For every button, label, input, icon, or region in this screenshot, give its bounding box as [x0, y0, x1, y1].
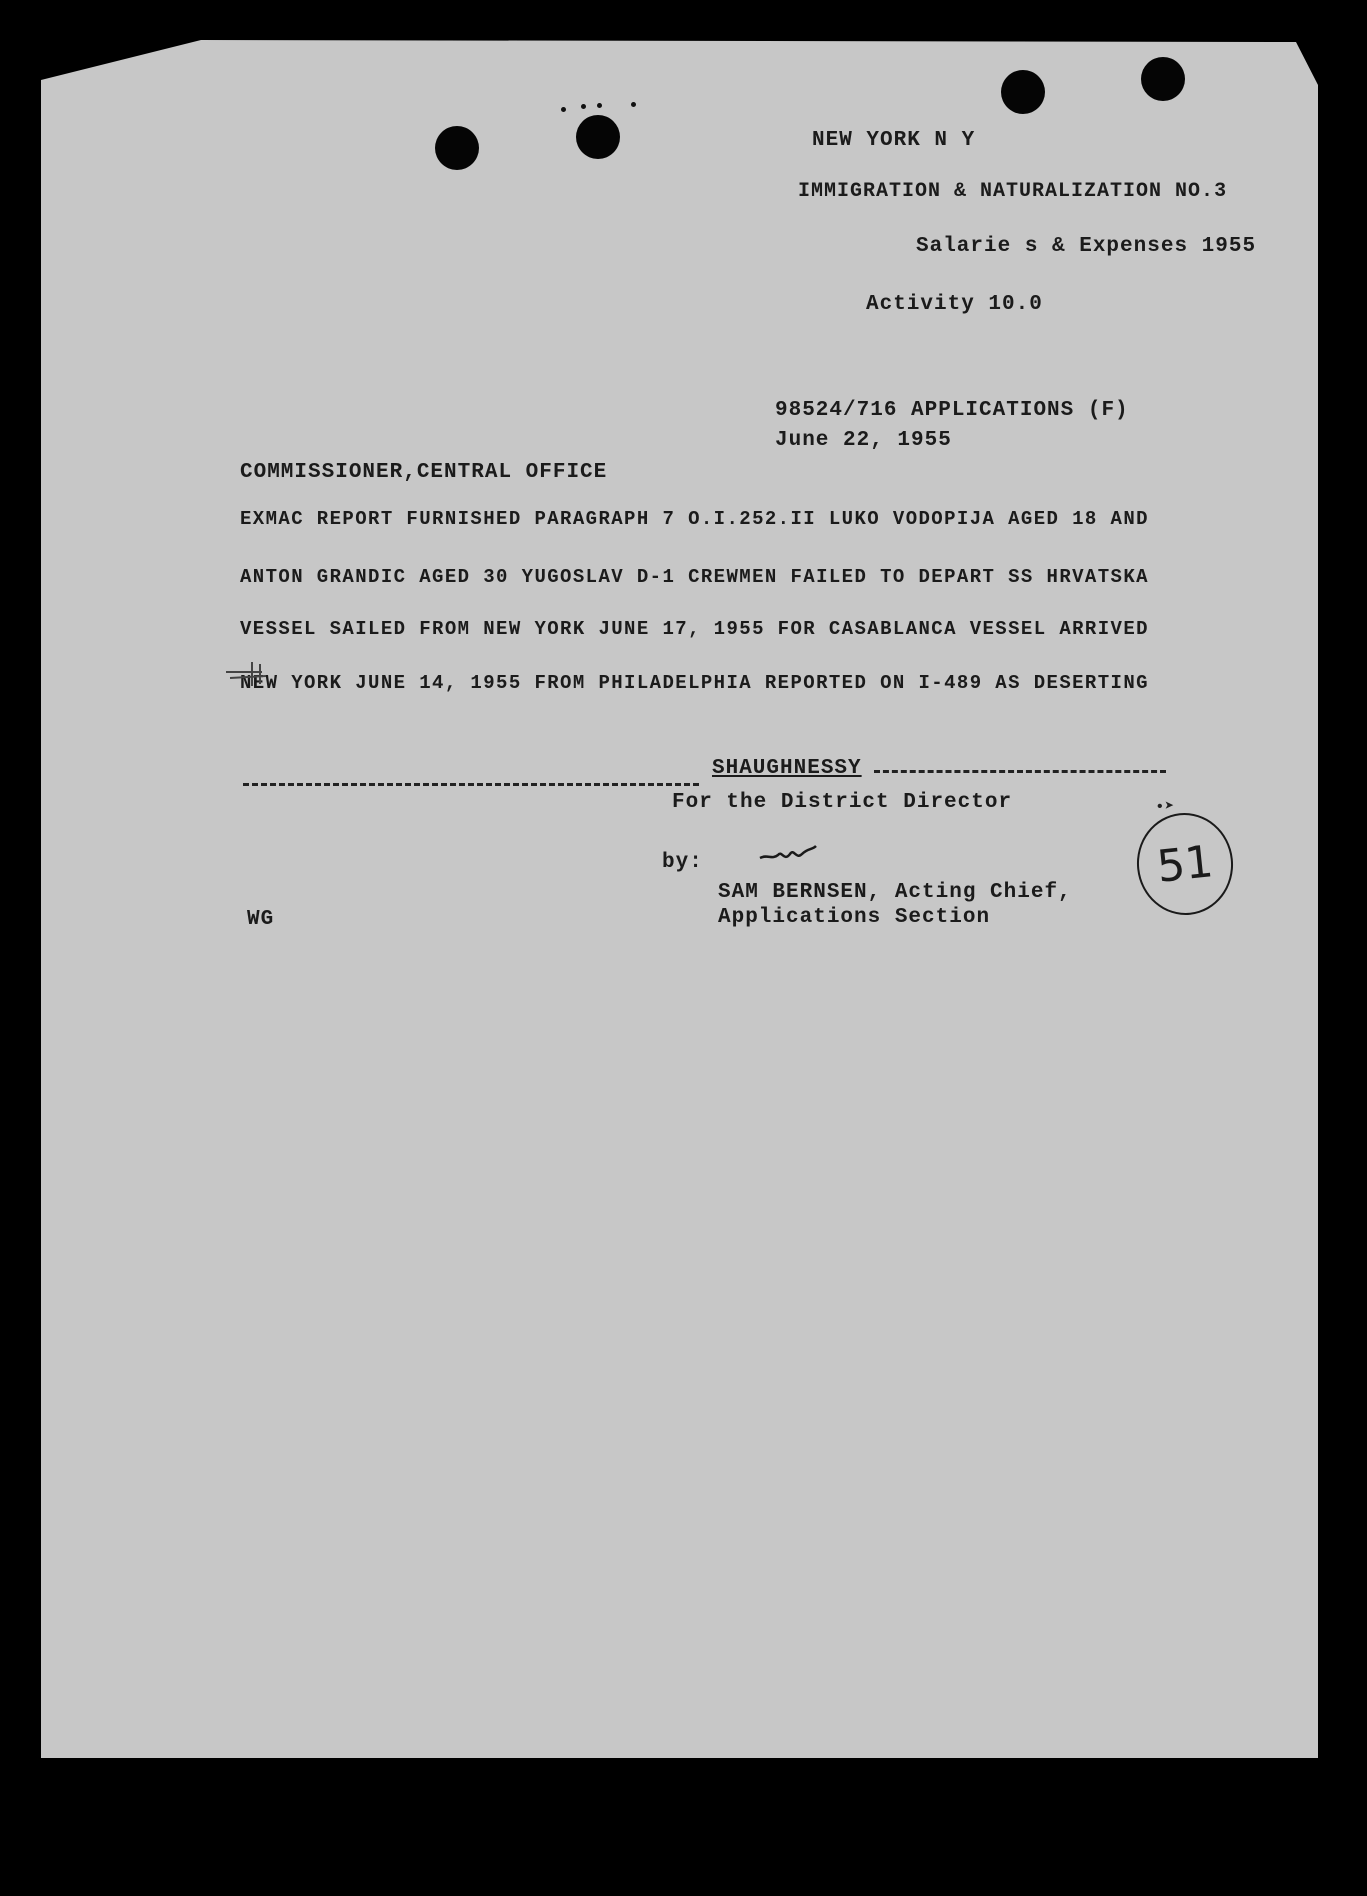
signer-section: Applications Section: [718, 906, 991, 929]
addressee: COMMISSIONER,CENTRAL OFFICE: [240, 461, 608, 484]
ink-speck: [631, 102, 636, 107]
signature-rule-left: [243, 783, 699, 786]
document-date: June 22, 1955: [775, 429, 952, 452]
signature-for-line: For the District Director: [672, 791, 1013, 814]
handwritten-initials: [758, 842, 820, 866]
signer-name: SAM BERNSEN, Acting Chief,: [718, 881, 1072, 904]
punch-hole: [1141, 57, 1185, 101]
header-appropriation: Salarie s & Expenses 1955: [916, 235, 1257, 258]
ink-speck: [581, 104, 586, 109]
page-number-mark: 51: [1132, 808, 1238, 919]
signature-rule-right: [874, 770, 1166, 773]
punch-hole: [1001, 70, 1045, 114]
body-line: NEW YORK JUNE 14, 1955 FROM PHILADELPHIA REPORTED ON I-489 AS DESERTING: [240, 672, 1149, 694]
header-city: NEW YORK N Y: [812, 129, 976, 152]
punch-hole: [576, 115, 620, 159]
arrow-mark-icon: •➤: [1155, 798, 1175, 816]
signature-name: SHAUGHNESSY: [712, 757, 862, 780]
body-line: VESSEL SAILED FROM NEW YORK JUNE 17, 1955 FOR CASABLANCA VESSEL ARRIVED: [240, 618, 1149, 640]
file-number: 98524/716 APPLICATIONS (F): [775, 399, 1129, 422]
body-line: ANTON GRANDIC AGED 30 YUGOSLAV D-1 CREWMEN FAILED TO DEPART SS HRVATSKA: [240, 566, 1149, 588]
document-page: [41, 40, 1318, 1758]
header-activity: Activity 10.0: [866, 293, 1043, 316]
punch-hole: [435, 126, 479, 170]
ink-speck: [597, 103, 602, 108]
stray-marking: [222, 654, 282, 694]
header-agency: IMMIGRATION & NATURALIZATION NO.3: [798, 180, 1228, 203]
signature-by-label: by:: [662, 851, 703, 874]
body-line: EXMAC REPORT FURNISHED PARAGRAPH 7 O.I.252.II LUKO VODOPIJA AGED 18 AND: [240, 508, 1149, 530]
typist-initials: WG: [247, 908, 275, 931]
ink-speck: [561, 107, 566, 112]
